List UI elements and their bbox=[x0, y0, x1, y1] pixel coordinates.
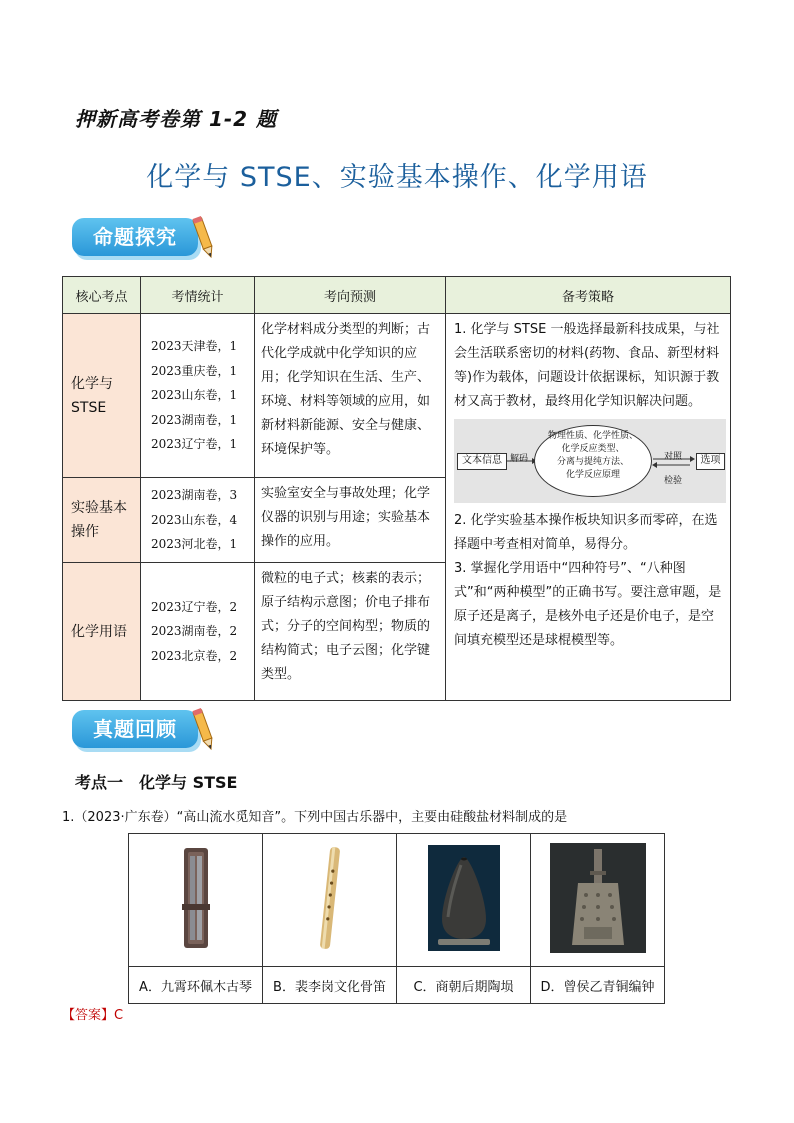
flow-text-info: 文本信息 bbox=[457, 453, 507, 470]
option-a-label[interactable]: A．九霄环佩木古琴 bbox=[129, 967, 263, 1004]
options-table bbox=[128, 833, 665, 1004]
option-b-label[interactable]: B．裴李岗文化骨笛 bbox=[263, 967, 397, 1004]
flow-decode-label: 解码 bbox=[510, 454, 529, 464]
topic-cell: 实验基本操作 bbox=[63, 478, 141, 563]
stat-line: 2023山东卷，4 bbox=[151, 512, 238, 527]
guqin-icon bbox=[166, 846, 226, 950]
bone-flute-icon bbox=[310, 843, 350, 953]
stat-line: 2023辽宁卷，2 bbox=[151, 599, 238, 614]
prediction-cell: 化学材料成分类型的判断；古代化学成就中化学知识的应用；化学知识在生活、生产、环境、材料等领域的应用，如新材料新能源、安全与健康、环境保护等。 bbox=[255, 314, 446, 478]
topic-cell: 化学与STSE bbox=[63, 314, 141, 478]
answer-label: 【答案】 bbox=[62, 1008, 115, 1023]
paper-kicker: 押新高考卷第 1-2 题 bbox=[75, 107, 278, 131]
stat-line: 2023河北卷，1 bbox=[151, 537, 238, 552]
option-c-label[interactable]: C．商朝后期陶埙 bbox=[397, 967, 531, 1004]
prediction-cell: 微粒的电子式；核素的表示；原子结构示意图；价电子排布式；分子的空间构型；物质的结构简式；电子云图；化学键类型。 bbox=[255, 563, 446, 701]
pencil-icon bbox=[190, 214, 220, 264]
stat-line: 2023辽宁卷，1 bbox=[151, 437, 238, 452]
stat-line: 2023山东卷，1 bbox=[151, 388, 238, 403]
banner-label: 命题探究 bbox=[72, 218, 198, 256]
pencil-icon bbox=[190, 706, 220, 756]
option-c-image bbox=[397, 834, 531, 967]
stat-line: 2023天津卷，1 bbox=[151, 339, 238, 354]
header-statistics: 考情统计 bbox=[141, 277, 255, 314]
header-strategy: 备考策略 bbox=[446, 277, 731, 314]
flow-options: 选项 bbox=[696, 453, 725, 470]
stats-cell bbox=[141, 478, 255, 563]
options-caption-row bbox=[129, 967, 665, 1004]
stat-line: 2023重庆卷，1 bbox=[151, 363, 238, 378]
flow-verify-label: 检验 bbox=[664, 476, 683, 486]
pottery-xun-icon bbox=[428, 845, 500, 951]
topic-cell: 化学用语 bbox=[63, 563, 141, 701]
option-a-image bbox=[129, 834, 263, 967]
answer-value: C bbox=[114, 1008, 124, 1023]
stat-line: 2023湖南卷，1 bbox=[151, 412, 238, 427]
stat-line: 2023湖南卷，2 bbox=[151, 624, 238, 639]
stats-cell bbox=[141, 314, 255, 478]
strategy-point-3: 3. 掌握化学用语中“四种符号”、“八种图式”和“两种模型”的正确书写。要注意审题，是原子还是离子，是核外电子还是价电子，是空间填充模型还是球棍模型等。 bbox=[454, 561, 722, 648]
flow-center-line: 分离与提纯方法、 bbox=[556, 457, 629, 467]
table-row bbox=[63, 314, 731, 478]
strategy-cell bbox=[446, 314, 731, 701]
page-title: 化学与 STSE、实验基本操作、化学用语 bbox=[146, 162, 648, 193]
decoding-flow-diagram bbox=[454, 419, 726, 503]
option-d-image bbox=[531, 834, 665, 967]
flow-center-line: 化学反应原理 bbox=[565, 470, 620, 480]
bronze-bell-icon bbox=[550, 843, 646, 953]
header-prediction: 考向预测 bbox=[255, 277, 446, 314]
header-core-topic: 核心考点 bbox=[63, 277, 141, 314]
options-image-row bbox=[129, 834, 665, 967]
strategy-point-2: 2. 化学实验基本操作板块知识多而零碎，在选择题中考查相对简单，易得分。 bbox=[454, 513, 718, 552]
section-heading: 考点一 化学与 STSE bbox=[75, 773, 238, 792]
question-stem: 1.（2023·广东卷）“高山流水觅知音”。下列中国古乐器中，主要由硅酸盐材料制成的是 bbox=[62, 810, 568, 825]
flow-knowledge-ellipse bbox=[534, 425, 652, 497]
option-d-label[interactable]: D．曾侯乙青铜编钟 bbox=[531, 967, 665, 1004]
strategy-point-1: 1. 化学与 STSE 一般选择最新科技成果，与社会生活联系密切的材料(药物、食品、新型材料等)作为载体，问题设计依据课标，知识源于教材又高于教材，最终用化学知识解决问题。 bbox=[454, 322, 720, 409]
banner-label: 真题回顾 bbox=[72, 710, 198, 748]
flow-center-line: 物理性质、化学性质、 bbox=[547, 431, 638, 441]
answer-line bbox=[62, 1004, 123, 1023]
banner-exploration bbox=[72, 214, 222, 262]
option-b-image bbox=[263, 834, 397, 967]
exam-analysis-table bbox=[62, 276, 731, 701]
flow-compare-label: 对照 bbox=[664, 452, 683, 462]
stats-cell bbox=[141, 563, 255, 701]
stat-line: 2023湖南卷，3 bbox=[151, 488, 238, 503]
table-header-row bbox=[63, 277, 731, 314]
prediction-cell: 实验室安全与事故处理；化学仪器的识别与用途；实验基本操作的应用。 bbox=[255, 478, 446, 563]
flow-center-line: 化学反应类型、 bbox=[561, 444, 625, 454]
banner-review bbox=[72, 706, 222, 754]
stat-line: 2023北京卷，2 bbox=[151, 648, 238, 663]
